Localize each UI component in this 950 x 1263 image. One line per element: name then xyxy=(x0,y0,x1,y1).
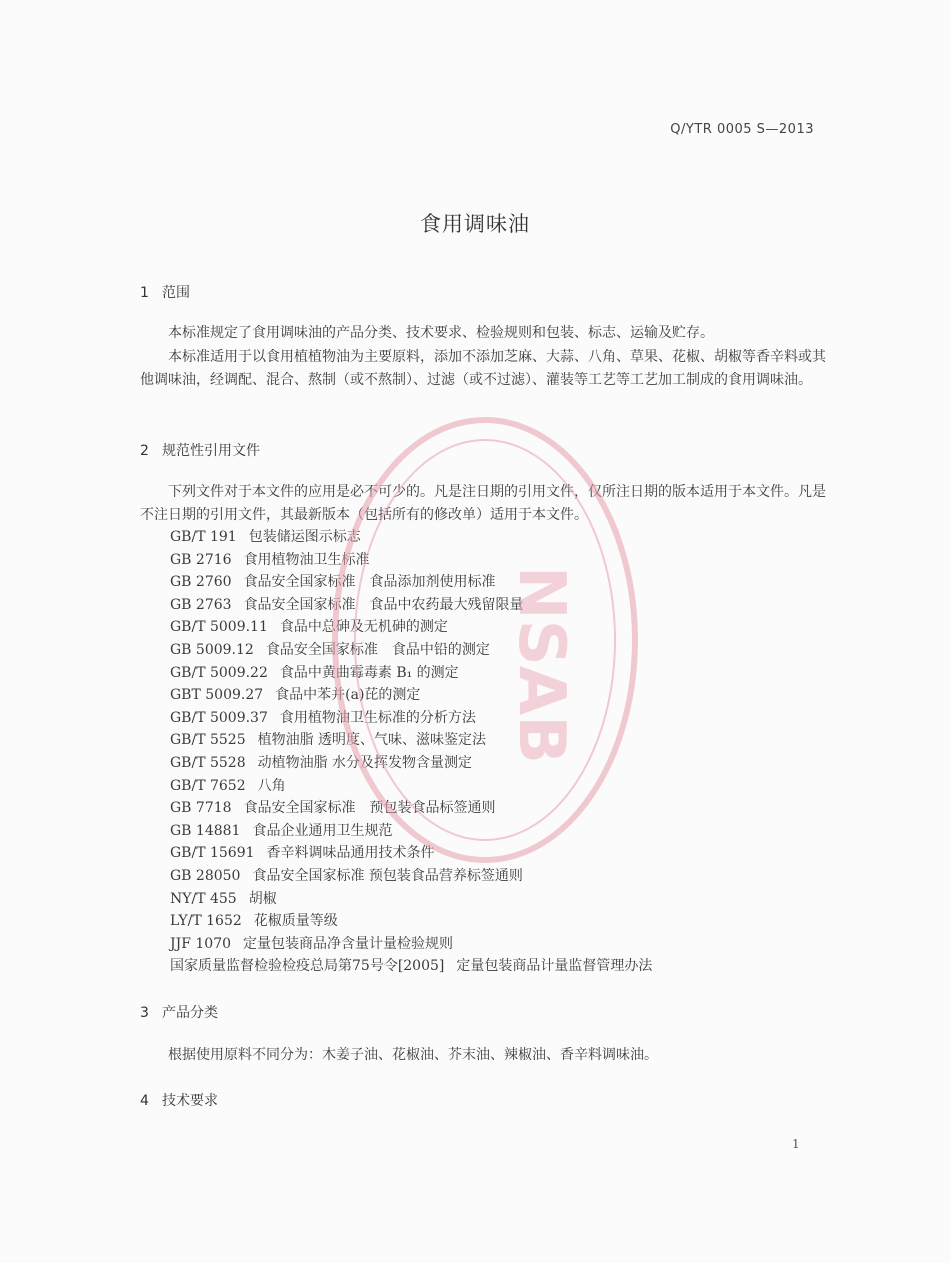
section-number: 4 xyxy=(140,1093,149,1109)
document-title: 食用调味油 xyxy=(420,212,530,236)
reference-item xyxy=(170,526,652,549)
reference-code: GBT 5009.27 xyxy=(170,687,264,704)
reference-item xyxy=(170,616,652,639)
reference-item xyxy=(170,888,652,911)
reference-title: 食品中苯并(a)芘的测定 xyxy=(275,687,421,704)
reference-code: GB 2716 xyxy=(170,551,232,568)
reference-code: JJF 1070 xyxy=(170,935,232,952)
reference-item xyxy=(170,933,652,956)
reference-title: 食品安全国家标准 食品中铅的测定 xyxy=(265,641,490,658)
reference-code: GB 5009.12 xyxy=(170,641,254,658)
reference-code: GB/T 5009.11 xyxy=(170,619,268,636)
classification-text: 根据使用原料不同分为：木姜子油、花椒油、芥末油、辣椒油、香辛料调味油。 xyxy=(168,1047,658,1063)
scope-paragraph-1: 本标准规定了食用调味油的产品分类、技术要求、检验规则和包装、标志、运输及贮存。 xyxy=(168,325,714,341)
reference-title: 食品中总砷及无机砷的测定 xyxy=(279,619,448,636)
reference-code: GB 2763 xyxy=(170,596,232,613)
reference-code: GB 2760 xyxy=(170,574,232,591)
reference-title: 胡椒 xyxy=(248,890,277,907)
reference-code: GB/T 15691 xyxy=(170,845,255,862)
reference-title: 食用植物油卫生标准的分析方法 xyxy=(279,709,476,726)
section-title: 技术要求 xyxy=(162,1093,218,1109)
reference-title: 花椒质量等级 xyxy=(253,913,338,930)
reference-item xyxy=(170,571,652,594)
standard-number: Q/YTR 0005 S—2013 xyxy=(670,122,814,137)
reference-item xyxy=(170,639,652,662)
reference-item xyxy=(170,910,652,933)
reference-code: GB 7718 xyxy=(170,800,232,817)
reference-item xyxy=(170,684,652,707)
reference-item xyxy=(170,549,652,572)
reference-item xyxy=(170,594,652,617)
reference-code: LY/T 1652 xyxy=(170,913,242,930)
reference-title: 食品中黄曲霉毒素 B₁ 的测定 xyxy=(279,664,459,681)
section-title: 产品分类 xyxy=(162,1005,218,1021)
reference-title: 植物油脂 透明度、气味、滋味鉴定法 xyxy=(257,732,487,749)
section-title: 范围 xyxy=(162,285,190,301)
reference-title: 食品安全国家标准 预包装食品营养标签通则 xyxy=(252,867,523,884)
reference-item xyxy=(170,707,652,730)
section-number: 3 xyxy=(140,1005,149,1021)
reference-code: GB/T 5525 xyxy=(170,732,246,749)
section-title: 规范性引用文件 xyxy=(162,443,260,459)
reference-item xyxy=(170,797,652,820)
reference-code: GB/T 5528 xyxy=(170,754,246,771)
reference-item xyxy=(170,820,652,843)
reference-code: 国家质量监督检验检疫总局第75号令[2005] xyxy=(170,958,445,975)
reference-title: 定量包装商品净含量计量检验规则 xyxy=(243,935,454,952)
reference-code: GB/T 7652 xyxy=(170,777,246,794)
reference-code: GB 28050 xyxy=(170,867,241,884)
page-number: 1 xyxy=(792,1137,800,1151)
reference-title: 食品安全国家标准 食品添加剂使用标准 xyxy=(243,574,496,591)
reference-title: 食品安全国家标准 预包装食品标签通则 xyxy=(243,800,496,817)
section-heading-normative-refs xyxy=(140,440,260,460)
reference-title: 食品安全国家标准 食品中农药最大残留限量 xyxy=(243,596,524,613)
reference-item xyxy=(170,729,652,752)
reference-item xyxy=(170,662,652,685)
reference-item xyxy=(170,865,652,888)
section-heading-tech-req xyxy=(140,1090,218,1110)
reference-code: GB/T 5009.22 xyxy=(170,664,268,681)
section-heading-classification xyxy=(140,1002,218,1022)
section-number: 1 xyxy=(140,285,149,301)
section-number: 2 xyxy=(140,443,149,459)
scope-paragraph-2: 本标准适用于以食用植植物油为主要原料，添加不添加芝麻、大蒜、八角、草果、花椒、胡椒等香辛料或其他调味油，经调配、混合、熬制（或不熬制）、过滤（或不过滤）、灌装等工艺等工艺加工制成的食用调味油。 xyxy=(140,349,826,388)
reference-code: NY/T 455 xyxy=(170,890,237,907)
reference-title: 包装储运图示标志 xyxy=(248,529,361,545)
reference-code: GB 14881 xyxy=(170,822,241,839)
reference-title: 食品企业通用卫生规范 xyxy=(252,822,393,839)
reference-item xyxy=(170,955,652,978)
reference-title: 食用植物油卫生标准 xyxy=(243,551,370,568)
reference-title: 定量包装商品计量监督管理办法 xyxy=(456,958,653,975)
reference-title: 动植物油脂 水分及挥发物含量测定 xyxy=(257,754,473,771)
seal-stamp-lettering: NSAB xyxy=(504,566,578,764)
reference-code: GB/T 191 xyxy=(170,529,237,545)
reference-list xyxy=(170,526,652,978)
section-heading-scope xyxy=(140,282,190,302)
reference-item xyxy=(170,752,652,775)
reference-title: 香辛料调味品通用技术条件 xyxy=(266,845,435,862)
reference-code: GB/T 5009.37 xyxy=(170,709,268,726)
normative-refs-intro: 下列文件对于本文件的应用是必不可少的。凡是注日期的引用文件，仅所注日期的版本适用于本文件。凡是不注日期的引用文件，其最新版本（包括所有的修改单）适用于本文件。 xyxy=(140,484,826,523)
reference-item xyxy=(170,842,652,865)
reference-item xyxy=(170,775,652,798)
reference-title: 八角 xyxy=(257,777,286,794)
